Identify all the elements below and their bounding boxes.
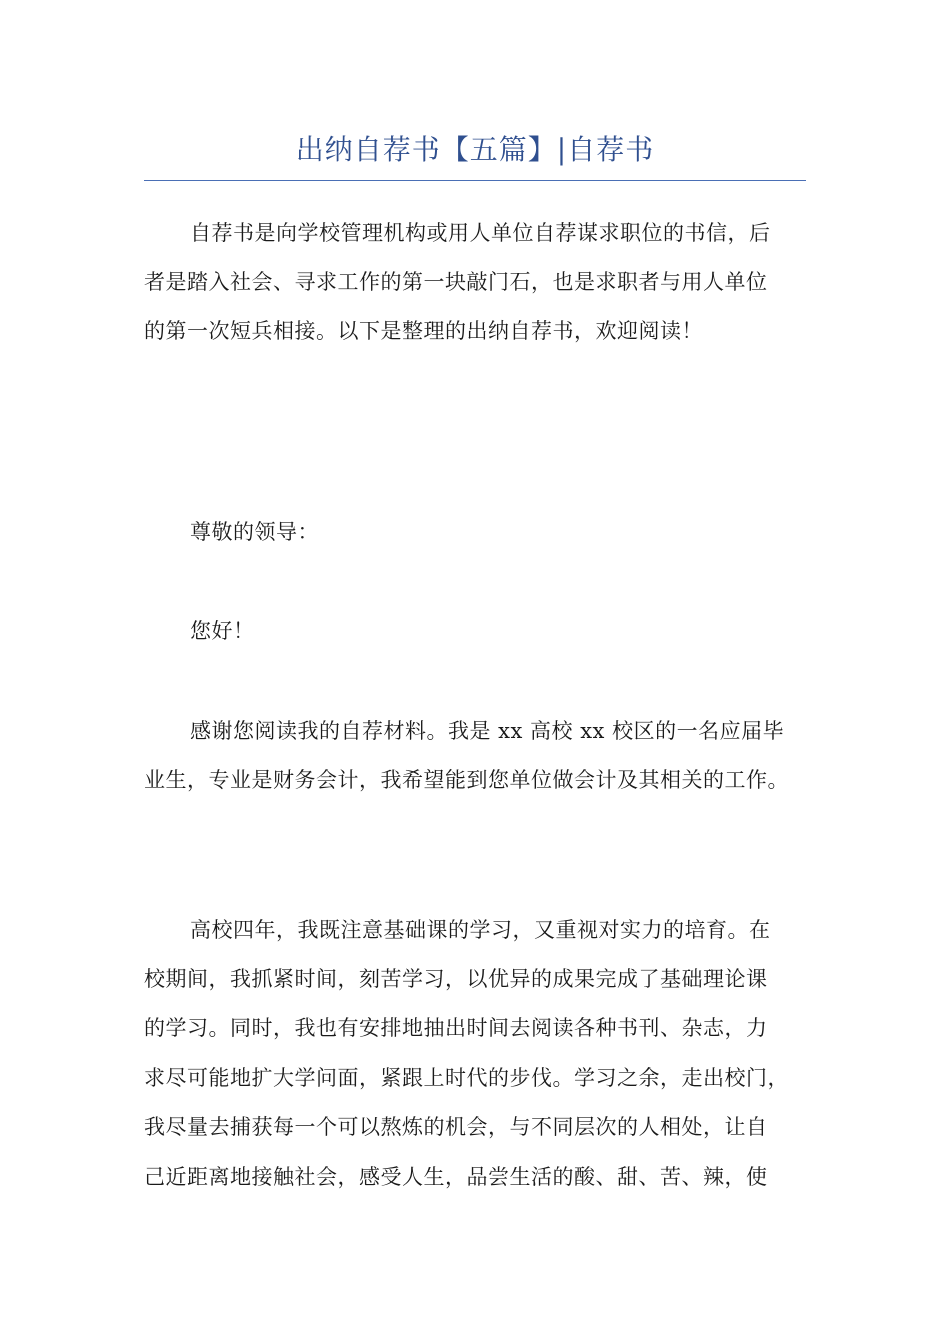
para1-line-2: 业生，专业是财务会计，我希望能到您单位做会计及其相关的工作。 xyxy=(144,768,789,792)
intro-line-3: 的第一次短兵相接。以下是整理的出纳自荐书，欢迎阅读！ xyxy=(144,319,703,343)
para2-line-4: 求尽可能地扩大学问面，紧跟上时代的步伐。学习之余，走出校门， xyxy=(144,1066,789,1090)
intro-line-2: 者是踏入社会、寻求工作的第一块敲门石，也是求职者与用人单位 xyxy=(144,270,768,294)
greeting: 您好！ xyxy=(190,619,255,643)
para2-line-2: 校期间，我抓紧时间，刻苦学习，以优异的成果完成了基础理论课 xyxy=(144,967,768,991)
para2-line-3: 的学习。同时，我也有安排地抽出时间去阅读各种书刊、杂志，力 xyxy=(144,1016,768,1040)
title-underline xyxy=(144,180,806,181)
intro-line-1: 自荐书是向学校管理机构或用人单位自荐谋求职位的书信，后 xyxy=(190,221,771,245)
para2-line-6: 己近距离地接触社会，感受人生，品尝生活的酸、甜、苦、辣，使 xyxy=(144,1165,768,1189)
para1-line-1: 感谢您阅读我的自荐材料。我是 xx 高校 xx 校区的一名应届毕 xyxy=(190,719,785,743)
salutation: 尊敬的领导： xyxy=(190,520,319,544)
para2-line-5: 我尽量去捕获每一个可以熬炼的机会，与不同层次的人相处，让自 xyxy=(144,1115,768,1139)
document-title: 出纳自荐书【五篇】|自荐书 xyxy=(295,133,655,166)
para2-line-1: 高校四年，我既注意基础课的学习，又重视对实力的培育。在 xyxy=(190,918,771,942)
